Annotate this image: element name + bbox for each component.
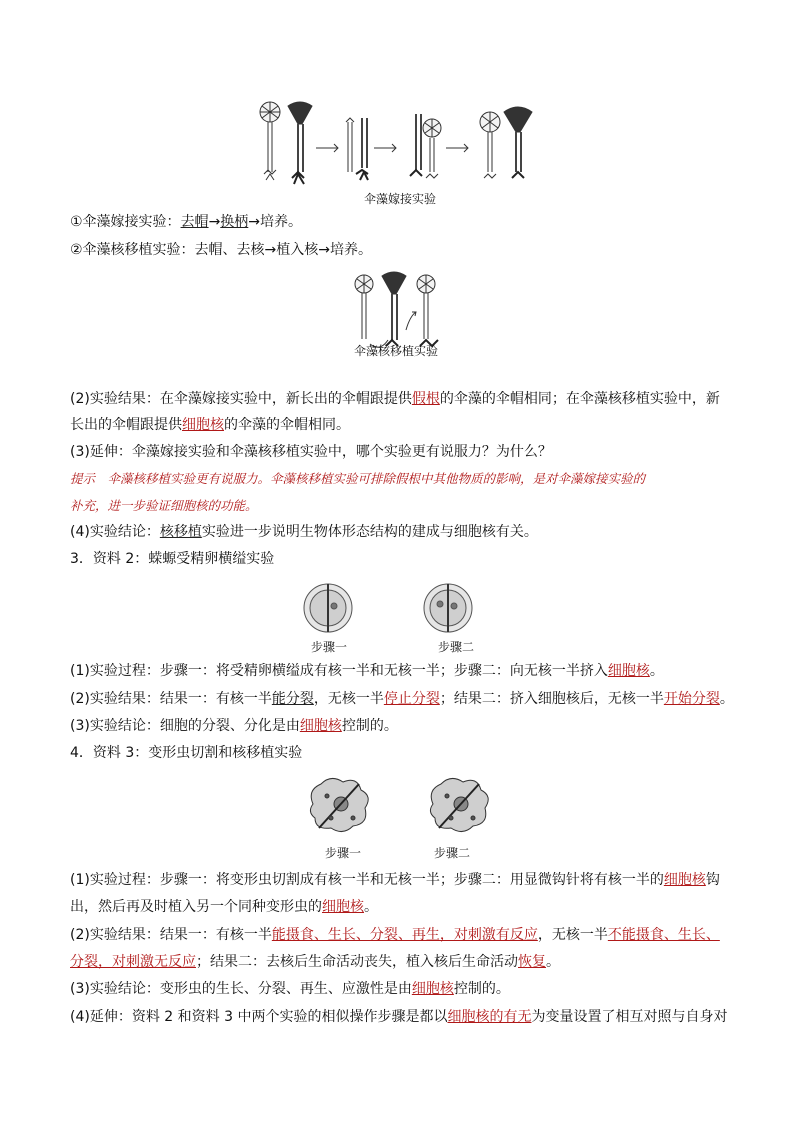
figure-caption: 伞藻核移植实验 bbox=[354, 344, 439, 358]
figure-amoeba bbox=[305, 774, 495, 840]
text-line: (2)实验结果：结果一：有核一半能分裂，无核一半停止分裂；结果二：挤入细胞核后，无核一半开始分裂。 bbox=[70, 691, 734, 707]
section-heading: 4．资料 3：变形虫切割和核移植实验 bbox=[70, 745, 303, 761]
grafting-illustration bbox=[250, 98, 550, 202]
text-line: (3)实验结论：变形虫的生长、分裂、再生、应激性是由细胞核控制的。 bbox=[70, 981, 510, 997]
text-line: (1)实验过程：步骤一：将受精卵横缢成有核一半和无核一半；步骤二：向无核一半挤入细胞核。 bbox=[70, 663, 664, 679]
text-line: ②伞藻核移植实验：去帽、去核→植入核→培养。 bbox=[70, 242, 373, 258]
figure-caption: 伞藻嫁接实验 bbox=[364, 192, 437, 206]
step-caption: 步骤二 bbox=[434, 846, 471, 860]
step-caption: 步骤一 bbox=[311, 640, 348, 654]
text-line: ①伞藻嫁接实验：去帽→换柄→培养。 bbox=[70, 214, 303, 230]
text-line: 出，然后再及时植入另一个同种变形虫的细胞核。 bbox=[70, 899, 378, 915]
text-line: (3)实验结论：细胞的分裂、分化是由细胞核控制的。 bbox=[70, 718, 398, 734]
hint-line: 补充，进一步验证细胞核的功能。 bbox=[70, 498, 258, 513]
step-caption: 步骤一 bbox=[325, 846, 362, 860]
section-heading: 3．资料 2：蝾螈受精卵横缢实验 bbox=[70, 551, 275, 567]
nuclear-transplant-illustration bbox=[350, 270, 450, 352]
figure-nuclear-transplant bbox=[350, 270, 450, 352]
figure-grafting-experiment bbox=[250, 98, 550, 202]
text-line: (2)实验结果：结果一：有核一半能摄食、生长、分裂、再生，对刺激有反应，无核一半不能摄食、生长、 bbox=[70, 927, 720, 943]
text-line: 分裂，对刺激无反应；结果二：去核后生命活动丧失，植入核后生命活动恢复。 bbox=[70, 954, 560, 970]
amoeba-illustration bbox=[305, 774, 495, 840]
figure-egg-ligation bbox=[300, 582, 500, 634]
step-caption: 步骤二 bbox=[438, 640, 475, 654]
egg-ligation-illustration bbox=[300, 582, 500, 634]
text-line: (2)实验结果：在伞藻嫁接实验中，新长出的伞帽跟提供假根的伞藻的伞帽相同；在伞藻核移植实验中，新 bbox=[70, 391, 720, 407]
text-line: (4)延伸：资料 2 和资料 3 中两个实验的相似操作步骤是都以细胞核的有无为变量设置了相互对照与自身对 bbox=[70, 1009, 728, 1025]
text-line: (1)实验过程：步骤一：将变形虫切割成有核一半和无核一半；步骤二：用显微钩针将有核一半的细胞核钩 bbox=[70, 872, 720, 888]
text-line: (3)延伸：伞藻嫁接实验和伞藻核移植实验中，哪个实验更有说服力？为什么？ bbox=[70, 444, 552, 460]
text-line: 长出的伞帽跟提供细胞核的伞藻的伞帽相同。 bbox=[70, 417, 350, 433]
text-line: (4)实验结论：核移植实验进一步说明生物体形态结构的建成与细胞核有关。 bbox=[70, 524, 538, 540]
hint-line: 提示 伞藻核移植实验更有说服力。伞藻核移植实验可排除假根中其他物质的影响，是对伞藻嫁接实验的 bbox=[70, 471, 646, 486]
